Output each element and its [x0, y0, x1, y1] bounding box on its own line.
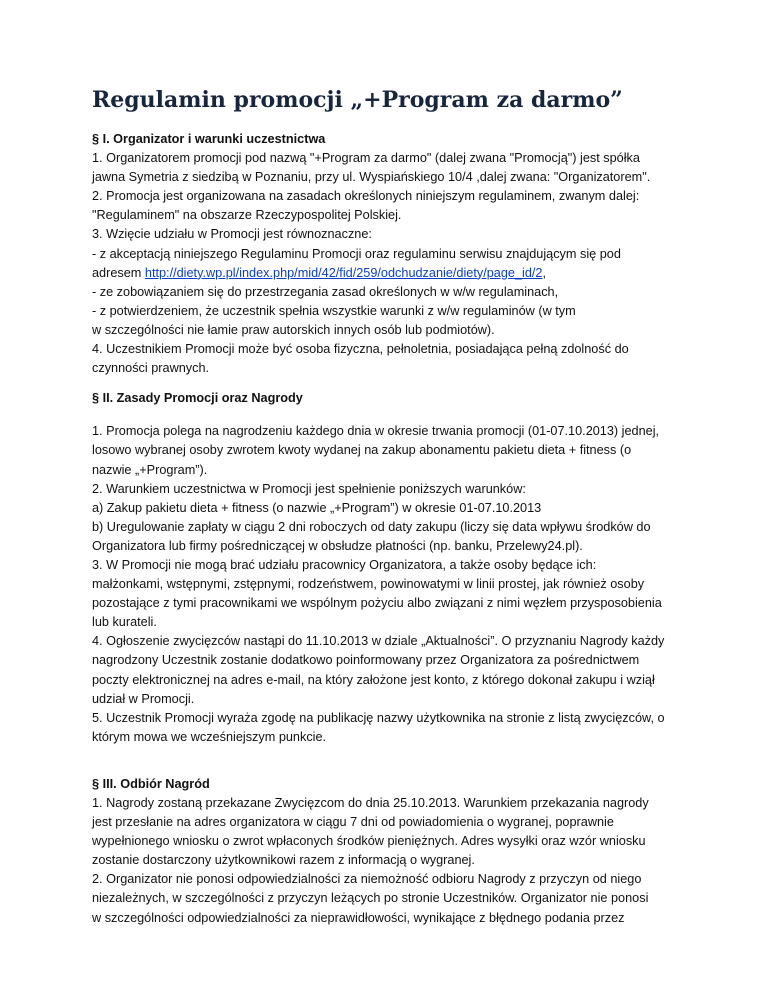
document-body — [92, 130, 692, 928]
text-line: czynności prawnych. — [92, 361, 210, 376]
section-1-body — [92, 149, 692, 378]
text-line: udział w Promocji. — [92, 691, 195, 706]
text-line: 2. Organizator nie ponosi odpowiedzialności za niemożność odbioru Nagrody z przyczyn od niego — [92, 872, 642, 887]
text-line: niezależnych, w szczególności z przyczyn leżących po stronie Uczestników. Organizator nie ponosi — [92, 891, 649, 906]
text-line: wypełnionego wniosku o zwrot wpłaconych środków pieniężnych. Adres wysyłki oraz wzór wniosku — [92, 834, 646, 849]
text-line: poczty elektronicznej na adres e-mail, na który założone jest konto, z którego dokonał zakupu i wziął — [92, 672, 655, 687]
text-line: 2. Warunkiem uczestnictwa w Promocji jest spełnienie poniższych warunków: — [92, 481, 526, 496]
text-line: lub kurateli. — [92, 615, 157, 630]
section-heading: § III. Odbiór Nagród — [92, 776, 210, 791]
text-line: którym mowa we wcześniejszym punkcie. — [92, 729, 327, 744]
text-line: b) Uregulowanie zapłaty w ciągu 2 dni roboczych od daty zakupu (liczy się data wpływu środków do — [92, 519, 651, 534]
text-line: jest przesłanie na adres organizatora w ciągu 7 dni od powiadomienia o wygranej, poprawnie — [92, 815, 614, 830]
text-line: 1. Organizatorem promocji pod nazwą "+Program za darmo" (dalej zwana "Promocją") jest spółka — [92, 151, 640, 166]
text-line: - z potwierdzeniem, że uczestnik spełnia wszystkie warunki z w/w regulaminów (w tym — [92, 303, 576, 318]
text-line: pozostające z tymi pracownikami we wspólnym pożyciu albo związani z nimi węzłem przysposobienia — [92, 596, 662, 611]
text-line: 1. Promocja polega na nagrodzeniu każdego dnia w okresie trwania promocji (01-07.10.2013) jednej, — [92, 424, 660, 439]
text-line: nagrodzony Uczestnik zostanie dodatkowo poinformowany przez Organizatora za pośrednictwem — [92, 653, 640, 668]
text-line: 4. Ogłoszenie zwycięzców nastąpi do 11.10.2013 w dziale „Aktualności”. O przyznaniu Nagrody każdy — [92, 634, 665, 649]
section-heading: § II. Zasady Promocji oraz Nagrody — [92, 391, 303, 406]
section-3-body — [92, 794, 692, 928]
text-line: zostanie dostarczony użytkownikowi razem z informacją o wygranej. — [92, 853, 475, 868]
section-heading: § I. Organizator i warunki uczestnictwa — [92, 132, 326, 146]
text-line: 1. Nagrody zostaną przekazane Zwycięzcom do dnia 25.10.2013. Warunkiem przekazania nagrody — [92, 796, 649, 810]
text-line: - z akceptacją niniejszego Regulaminu Promocji oraz regulaminu serwisu znajdującym się pod — [92, 246, 621, 261]
page-title: Regulamin promocji „+Program za darmo” — [92, 87, 623, 113]
text-line: w szczególności nie łamie praw autorskich innych osób lub podmiotów). — [92, 322, 495, 337]
link-suffix: , — [542, 265, 547, 280]
text-line: 3. W Promocji nie mogą brać udziału pracownicy Organizatora, a także osoby będące ich: — [92, 557, 597, 572]
regulations-link[interactable]: http://diety.wp.pl/index.php/mid/42/fid/259/odchudzanie/diety/page_id/2 — [144, 265, 543, 280]
text-line: 3. Wzięcie udziału w Promocji jest równoznaczne: — [92, 227, 372, 242]
text-line: losowo wybranej osoby zwrotem kwoty wydanej na zakup abonamentu pakietu dieta + fitness (o — [92, 443, 632, 458]
text-line: a) Zakup pakietu dieta + fitness (o nazwie „+Program”) w okresie 01-07.10.2013 — [92, 500, 542, 515]
text-line: 2. Promocja jest organizowana na zasadach określonych niniejszym regulaminem, zwanym dalej: — [92, 189, 640, 204]
text-line: nazwie „+Program”). — [92, 462, 208, 477]
text-line: 5. Uczestnik Promocji wyraża zgodę na publikację nazwy użytkownika na stronie z listą zwycięzców, o — [92, 710, 665, 725]
text-line: "Regulaminem" na obszarze Rzeczypospolitej Polskiej. — [92, 208, 402, 223]
section-2-body — [92, 422, 692, 747]
text-line: jawna Symetria z siedzibą w Poznaniu, przy ul. Wyspiańskiego 10/4 ,dalej zwana: "Organizatorem". — [92, 170, 651, 185]
text-line-with-link — [92, 264, 692, 283]
text-line: Organizatora lub firmy pośredniczącej w obsłudze płatności (np. banku, Przelewy24.pl). — [92, 538, 583, 553]
text-line: - ze zobowiązaniem się do przestrzegania zasad określonych w w/w regulaminach, — [92, 284, 559, 299]
link-prefix: adresem — [92, 265, 145, 280]
text-line: małżonkami, wstępnymi, zstępnymi, rodzeństwem, powinowatymi w linii prostej, jak również osoby — [92, 577, 645, 592]
text-line: 4. Uczestnikiem Promocji może być osoba fizyczna, pełnoletnia, posiadająca pełną zdolność do — [92, 342, 629, 357]
text-line: w szczególności odpowiedzialności za nieprawidłowości, wynikające z błędnego podania przez — [92, 910, 625, 925]
